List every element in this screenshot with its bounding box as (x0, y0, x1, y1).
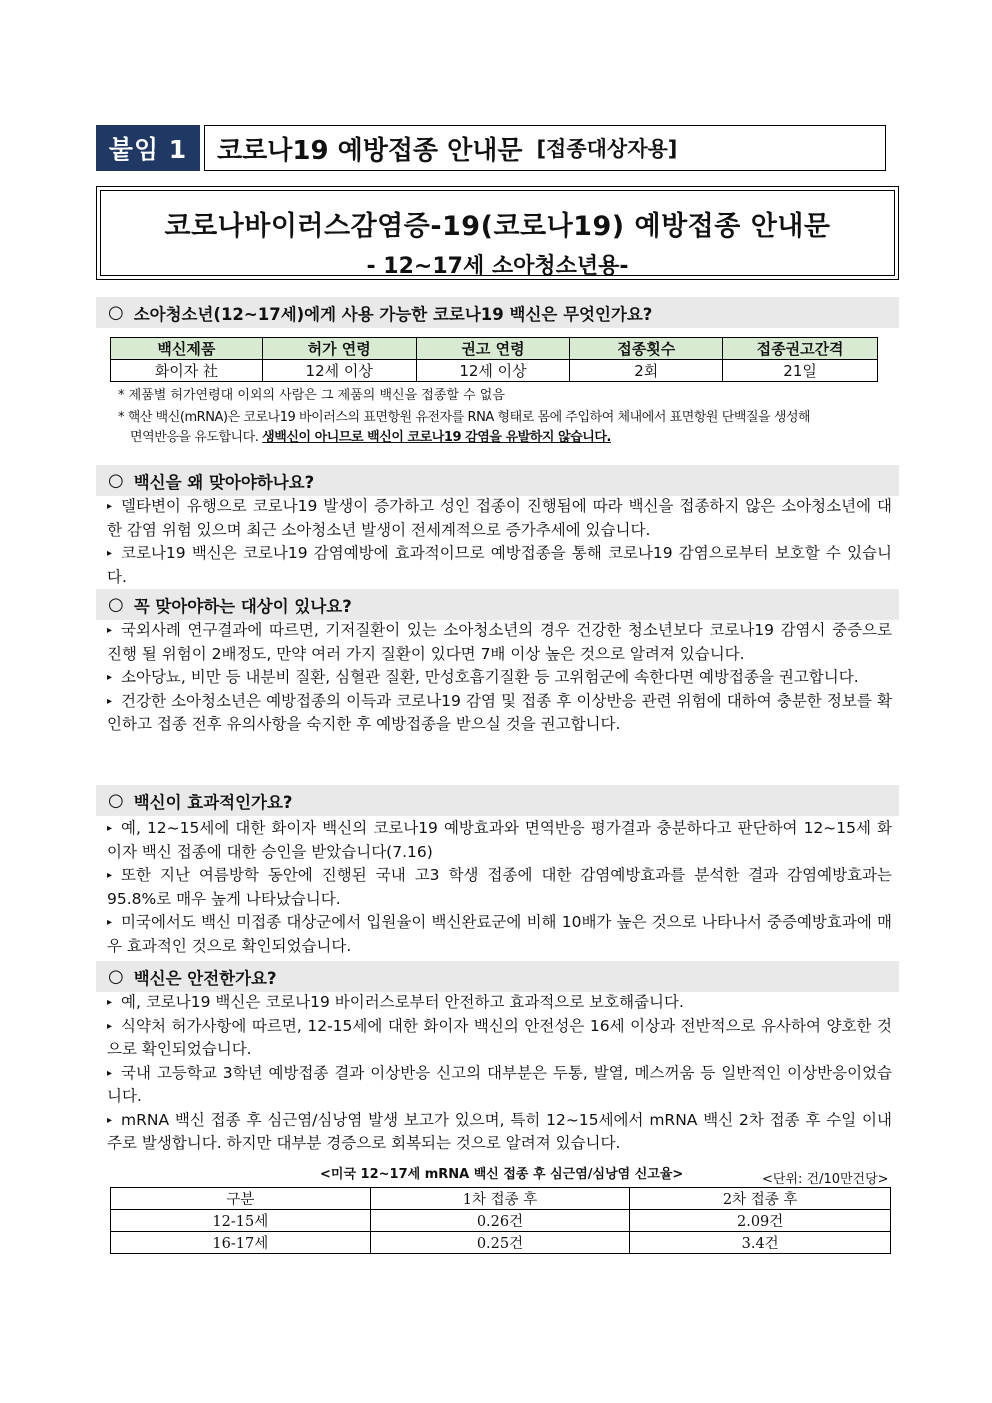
table-header-row (111, 338, 878, 360)
bullet-icon: ▸ (107, 1067, 113, 1079)
section-heading-label: 꼭 맞아야하는 대상이 있나요? (133, 596, 352, 616)
bullet-icon: ▸ (107, 625, 113, 636)
circle-bullet-icon: ○ (108, 302, 124, 323)
table-cell: 12-15세 (111, 1210, 371, 1232)
list-item: ▸ 예, 코로나19 백신은 코로나19 바이러스로부터 안전하고 효과적으로 보호해줍니다. (107, 991, 892, 1015)
note-mrna-text-2: 면역반응을 유도합니다. (130, 430, 259, 445)
section-heading-vaccine-available (96, 297, 899, 328)
table-row (111, 360, 878, 382)
note-mrna-emphasis: 생백신이 아니므로 백신이 코로나19 감염을 유발하지 않습니다. (262, 430, 611, 445)
bullet-icon: ▸ (107, 823, 113, 834)
table-header-cell: 권고 연령 (416, 338, 570, 360)
table-cell: 2회 (570, 360, 723, 382)
table-cell: 0.25건 (370, 1232, 630, 1254)
table-header-cell: 접종횟수 (570, 338, 723, 360)
attachment-title: 코로나19 예방접종 안내문 (217, 135, 523, 166)
table-cell: 0.26건 (370, 1210, 630, 1232)
circle-bullet-icon: ○ (108, 966, 124, 987)
table-header-cell: 접종권고간격 (723, 338, 878, 360)
section-heading-who-must (96, 589, 899, 620)
table-row (111, 1232, 891, 1254)
bullet-icon: ▸ (107, 1114, 113, 1126)
bullet-icon: ▸ (107, 917, 113, 928)
bullet-icon: ▸ (107, 997, 113, 1008)
circle-bullet-icon: ○ (108, 790, 124, 811)
circle-bullet-icon: ○ (108, 470, 124, 491)
table-header-row (111, 1188, 891, 1210)
list-item: ▸ 코로나19 백신은 코로나19 감염예방에 효과적이므로 예방접종을 통해 코로나19 감염으로부터 보호할 수 있습니다. (107, 544, 892, 586)
circle-bullet-icon: ○ (108, 594, 124, 615)
bullet-icon: ▸ (107, 501, 113, 512)
table-caption: <미국 12~17세 mRNA 백신 접종 후 심근염/심낭염 신고율> (320, 1167, 684, 1182)
attachment-title-sub: [접종대상자용] (536, 137, 678, 161)
list-item: ▸ mRNA 백신 접종 후 심근염/심낭염 발생 보고가 있으며, 특히 12~15세에서 mRNA 백신 2차 접종 후 수일 이내 주로 발생합니다. 하지만 대부분 경증으로 회복되는 것으로 알려져 있습니다. (107, 1110, 892, 1152)
myocarditis-table (110, 1187, 891, 1254)
list-item: ▸ 또한 지난 여름방학 동안에 진행된 국내 고3 학생 접종에 대한 감염예방효과를 분석한 결과 감염예방효과는 95.8%로 매우 높게 나타났습니다. (107, 866, 892, 908)
list-safe (107, 991, 892, 1156)
table-unit: <단위: 건/10만건당> (762, 1172, 889, 1187)
table-cell: 21일 (723, 360, 878, 382)
bullet-icon: ▸ (107, 870, 113, 881)
section-heading-label: 백신이 효과적인가요? (133, 792, 293, 812)
list-item: ▸ 건강한 소아청소년은 예방접종의 이득과 코로나19 감염 및 접종 후 이상반응 관련 위험에 대하여 충분한 정보를 확인하고 접종 전후 유의사항을 숙지한 후 예방접종을 받으실 것을 권고합니다. (107, 691, 892, 733)
list-item: ▸ 예, 12~15세에 대한 화이자 백신의 코로나19 예방효과와 면역반응 평가결과 충분하다고 판단하여 12~15세 화이자 백신 접종에 대한 승인을 받았습니다(7.16) (107, 819, 892, 861)
note-age-restriction: * 제품별 허가연령대 이외의 사람은 그 제품의 백신을 접종할 수 없음 (118, 388, 505, 403)
table-cell: 화이자 社 (111, 360, 263, 382)
table-cell: 12세 이상 (416, 360, 570, 382)
table-cell: 12세 이상 (262, 360, 416, 382)
section-heading-label: 소아청소년(12~17세)에게 사용 가능한 코로나19 백신은 무엇인가요? (133, 304, 653, 324)
list-item: ▸ 국외사례 연구결과에 따르면, 기저질환이 있는 소아청소년의 경우 건강한 청소년보다 코로나19 감염시 중증으로 진행 될 위험이 2배정도, 만약 여러 가지 질환이 있다면 7배 이상 높은 것으로 알려져 있습니다. (107, 621, 892, 663)
section-heading-effective (96, 785, 899, 816)
list-item: ▸ 델타변이 유행으로 코로나19 발생이 증가하고 성인 접종이 진행됨에 따라 백신을 접종하지 않은 소아청소년에 대한 감염 위험 있으며 최근 소아청소년 발생이 전세계적으로 증가추세에 있습니다. (107, 497, 892, 539)
list-item: ▸ 식약처 허가사항에 따르면, 12-15세에 대한 화이자 백신의 안전성은 16세 이상과 전반적으로 유사하여 양호한 것으로 확인되었습니다. (107, 1016, 893, 1058)
attachment-title-box (204, 125, 886, 171)
table-header-cell: 허가 연령 (262, 338, 416, 360)
table-cell: 3.4건 (630, 1232, 891, 1254)
section-heading-label: 백신은 안전한가요? (133, 968, 277, 988)
table-cell: 2.09건 (630, 1210, 891, 1232)
bullet-icon: ▸ (107, 548, 113, 559)
section-heading-label: 백신을 왜 맞아야하나요? (133, 472, 315, 492)
list-effective (107, 817, 892, 958)
list-item: ▸ 국내 고등학교 3학년 예방접종 결과 이상반응 신고의 대부분은 두통, 발열, 메스꺼움 등 일반적인 이상반응이었습니다. (107, 1063, 892, 1105)
list-item: ▸ 소아당뇨, 비만 등 내분비 질환, 심혈관 질환, 만성호흡기질환 등 고위험군에 속한다면 예방접종을 권고합니다. (107, 666, 892, 690)
table-row (111, 1210, 891, 1232)
vaccine-table (110, 337, 878, 382)
bullet-icon: ▸ (107, 695, 113, 707)
table-header-cell: 2차 접종 후 (630, 1188, 891, 1210)
note-mrna-text: * 핵산 백신(mRNA)은 코로나19 바이러스의 표면항원 유전자를 RNA 형태로 몸에 주입하여 체내에서 표면항원 단백질을 생성해 (118, 410, 811, 425)
bullet-icon: ▸ (107, 672, 113, 683)
table-cell: 16-17세 (111, 1232, 371, 1254)
list-why-vaccinate (107, 495, 892, 589)
list-who-must (107, 619, 892, 737)
attachment-header (96, 125, 886, 171)
list-item: ▸ 미국에서도 백신 미접종 대상군에서 입원율이 백신완료군에 비해 10배가 높은 것으로 나타나서 중증예방효과에 매우 효과적인 것으로 확인되었습니다. (107, 913, 892, 955)
table-header-cell: 백신제품 (111, 338, 263, 360)
bullet-icon: ▸ (107, 1020, 113, 1032)
note-mrna (118, 408, 893, 448)
main-title-box (96, 186, 899, 280)
page-title: 코로나바이러스감염증-19(코로나19) 예방접종 안내문 (164, 211, 831, 242)
table-header-cell: 구분 (111, 1188, 371, 1210)
page-subtitle: - 12~17세 소아청소년용- (366, 254, 629, 279)
section-heading-why-vaccinate (96, 465, 899, 496)
table-header-cell: 1차 접종 후 (370, 1188, 630, 1210)
attachment-badge: 붙임 1 (96, 125, 200, 171)
section-heading-safe (96, 961, 899, 992)
